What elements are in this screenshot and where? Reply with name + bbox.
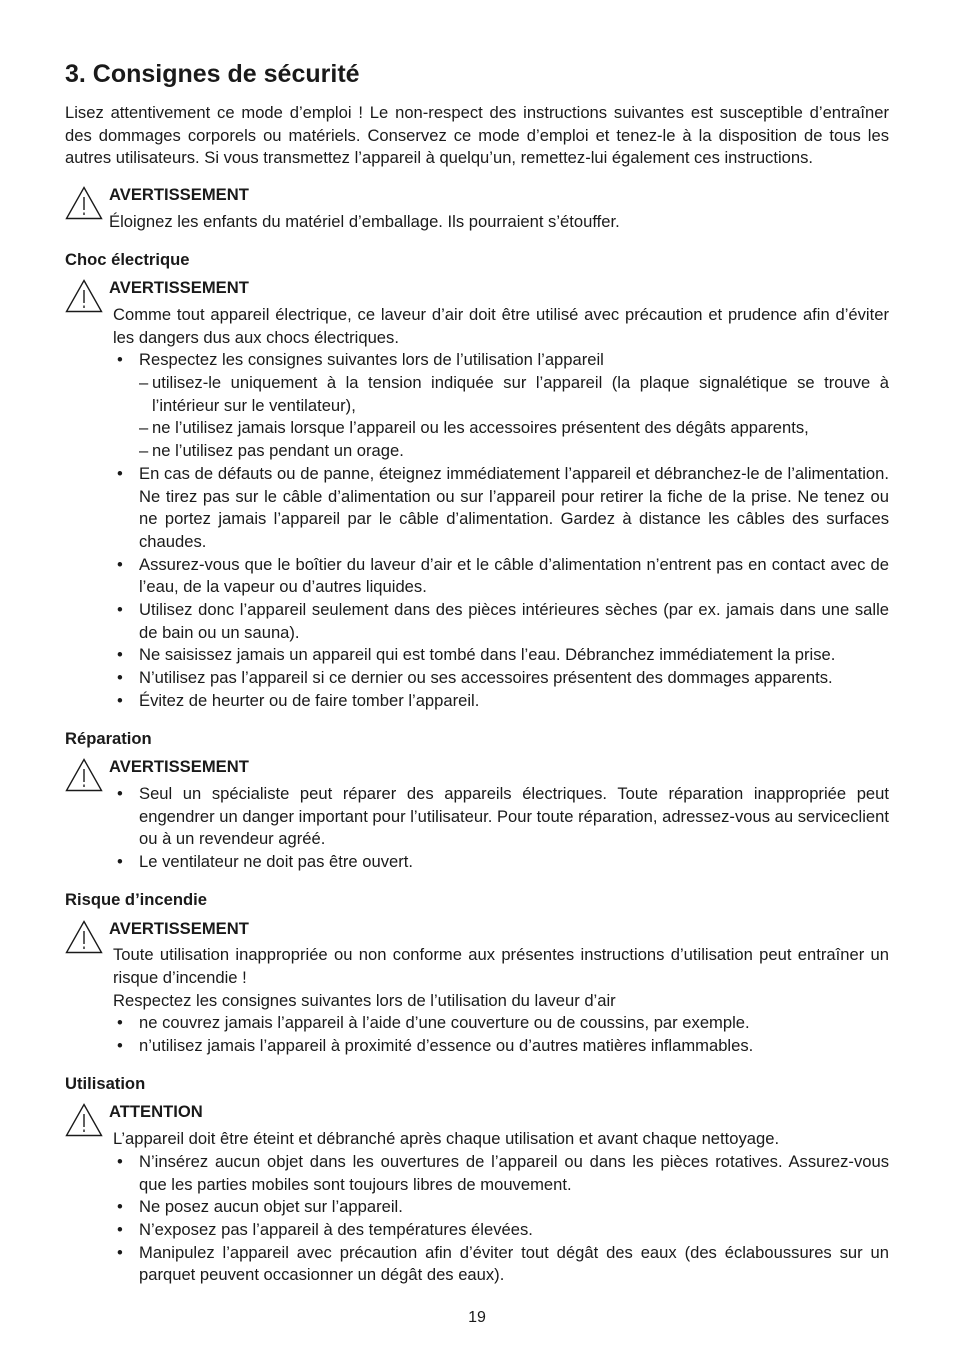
list-item-text: Évitez de heurter ou de faire tomber l’appareil.	[139, 690, 480, 710]
list-item	[113, 851, 889, 874]
list-item-text: N’exposez pas l’appareil à des températures élevées.	[139, 1219, 533, 1239]
warning-triangle-icon	[65, 1103, 103, 1137]
list-item	[113, 1196, 889, 1219]
warning-text: Toute utilisation inappropriée ou non conforme aux présentes instructions d’utilisation peut entraîner un risque d’incendie !	[113, 945, 889, 987]
section-heading-choc: Choc électrique	[65, 249, 190, 269]
bullet-glyph: •	[117, 1151, 123, 1171]
section-heading-incendie: Risque d’incendie	[65, 889, 207, 909]
list-item	[113, 599, 889, 644]
warning-label: AVERTISSEMENT	[109, 278, 249, 298]
list-item	[113, 1035, 889, 1058]
list-item-text: En cas de défauts ou de panne, éteignez immédiatement l’appareil et débranchez-le de l’alimentation. Ne tirez pas sur le câble d’alimentation ou sur l’appareil pour retirer la fiche de la prise. Ne tenez ou ne portez jamais l’appareil par le câble d’alimentation. Gardez à distance les câbles des surfaces chaudes.	[139, 463, 889, 551]
section-heading-reparation: Réparation	[65, 728, 152, 748]
page-number: 19	[468, 1309, 486, 1326]
warning-text: Respectez les consignes suivantes lors de l’utilisation du laveur d’air	[113, 990, 616, 1010]
list-item-text: Manipulez l’appareil avec précaution afin d’éviter tout dégât des eaux (des éclaboussures sur un parquet peuvent occasionner un dégât des eaux).	[139, 1242, 889, 1285]
list-item-text: Utilisez donc l’appareil seulement dans des pièces intérieures sèches (par ex. jamais dans une salle de bain ou un sauna).	[139, 600, 889, 642]
list-item	[113, 1151, 889, 1196]
bullet-glyph: •	[117, 690, 123, 710]
warning-triangle-icon	[65, 186, 103, 220]
bullet-glyph: •	[117, 645, 123, 665]
list-item	[113, 783, 889, 851]
bullet-glyph: •	[117, 1219, 123, 1239]
list-item	[113, 644, 889, 667]
intro-paragraph: Lisez attentivement ce mode d’emploi ! Le non-respect des instructions suivantes est susceptible d’entraîner des dommages corporels ou matériels. Conservez ce mode d’emploi et tenez-le à la disposition de tous les autres utilisateurs. Si vous transmettez l’appareil à quelqu’un, remettez-lui également ces instructions.	[65, 103, 889, 168]
dash-glyph: –	[139, 441, 149, 461]
list-item-text: Ne posez aucun objet sur l’appareil.	[139, 1197, 403, 1217]
warning-label: AVERTISSEMENT	[109, 185, 249, 205]
bullet-glyph: •	[117, 783, 123, 803]
list-item	[113, 690, 889, 713]
section-heading-utilisation: Utilisation	[65, 1073, 146, 1093]
bullet-list	[113, 1151, 889, 1287]
bullet-list	[113, 783, 889, 874]
bullet-glyph: •	[117, 1242, 123, 1262]
warning-label: AVERTISSEMENT	[109, 757, 249, 777]
warning-block-choc	[65, 277, 889, 712]
warning-text: Comme tout appareil électrique, ce laveur d’air doit être utilisé avec précaution et prudence afin d’éviter les dangers dus aux chocs électriques.	[113, 304, 889, 347]
list-item	[113, 554, 889, 599]
dash-glyph: –	[139, 373, 149, 393]
list-item	[113, 667, 889, 690]
warning-label: ATTENTION	[109, 1102, 203, 1122]
warning-text: L’appareil doit être éteint et débranché après chaque utilisation et avant chaque nettoyage.	[113, 1129, 780, 1149]
bullet-glyph: •	[117, 350, 123, 370]
list-item-text: ne couvrez jamais l’appareil à l’aide d’une couverture ou de coussins, par exemple.	[139, 1013, 750, 1033]
warning-triangle-icon	[65, 920, 103, 954]
dash-glyph: –	[139, 418, 149, 438]
document-page	[65, 58, 889, 1302]
list-item	[139, 417, 889, 440]
list-item	[113, 349, 889, 463]
page-title: 3. Consignes de sécurité	[65, 60, 360, 88]
list-item-text: ne l’utilisez jamais lorsque l’appareil ou les accessoires présentent des dégâts apparents,	[152, 418, 809, 438]
warning-block-packaging	[65, 184, 889, 233]
warning-block-incendie	[65, 918, 889, 1058]
list-item-text: Assurez-vous que le boîtier du laveur d’air et le câble d’alimentation n’entrent pas en contact avec de l’eau, de la vapeur ou d’autres liquides.	[139, 554, 889, 597]
warning-triangle-icon	[65, 279, 103, 313]
bullet-list	[113, 1012, 889, 1057]
list-item	[113, 1219, 889, 1242]
list-item	[113, 1012, 889, 1035]
bullet-list	[113, 349, 889, 712]
bullet-glyph: •	[117, 1197, 123, 1217]
bullet-glyph: •	[117, 463, 123, 483]
bullet-glyph: •	[117, 668, 123, 688]
list-item-text: n’utilisez jamais l’appareil à proximité d’essence ou d’autres matières inflammables.	[139, 1036, 754, 1056]
bullet-glyph: •	[117, 554, 123, 574]
list-item-text: N’utilisez pas l’appareil si ce dernier ou ses accessoires présentent des dommages apparents.	[139, 668, 833, 688]
warning-label: AVERTISSEMENT	[109, 918, 249, 938]
list-item	[113, 1242, 889, 1287]
bullet-glyph: •	[117, 852, 123, 872]
list-item-text: N’insérez aucun objet dans les ouvertures de l’appareil ou dans les pièces rotatives. Assurez-vous que les parties mobiles sont toujours libres de mouvement.	[139, 1151, 889, 1194]
warning-block-utilisation	[65, 1101, 889, 1287]
list-item	[139, 440, 889, 463]
warning-block-reparation	[65, 756, 889, 874]
dash-list	[139, 372, 889, 463]
list-item-text: Respectez les consignes suivantes lors de l’utilisation l’appareil	[139, 350, 604, 370]
bullet-glyph: •	[117, 600, 123, 620]
bullet-glyph: •	[117, 1036, 123, 1056]
list-item-text: Ne saisissez jamais un appareil qui est tombé dans l’eau. Débranchez immédiatement la prise.	[139, 645, 836, 665]
list-item-text: utilisez-le uniquement à la tension indiquée sur l’appareil (la plaque signalétique se trouve à l’intérieur sur le ventilateur),	[152, 373, 889, 415]
list-item-text: Le ventilateur ne doit pas être ouvert.	[139, 852, 413, 872]
warning-triangle-icon	[65, 758, 103, 792]
list-item	[113, 463, 889, 554]
bullet-glyph: •	[117, 1013, 123, 1033]
warning-text: Éloignez les enfants du matériel d’emballage. Ils pourraient s’étouffer.	[109, 211, 620, 231]
list-item-text: ne l’utilisez pas pendant un orage.	[152, 441, 404, 461]
list-item-text: Seul un spécialiste peut réparer des appareils électriques. Toute réparation inappropriée peut engendrer un danger important pour l’utilisateur. Pour toute réparation, adressez-vous au serviceclient ou à un revendeur agréé.	[139, 783, 889, 849]
list-item	[139, 372, 889, 417]
